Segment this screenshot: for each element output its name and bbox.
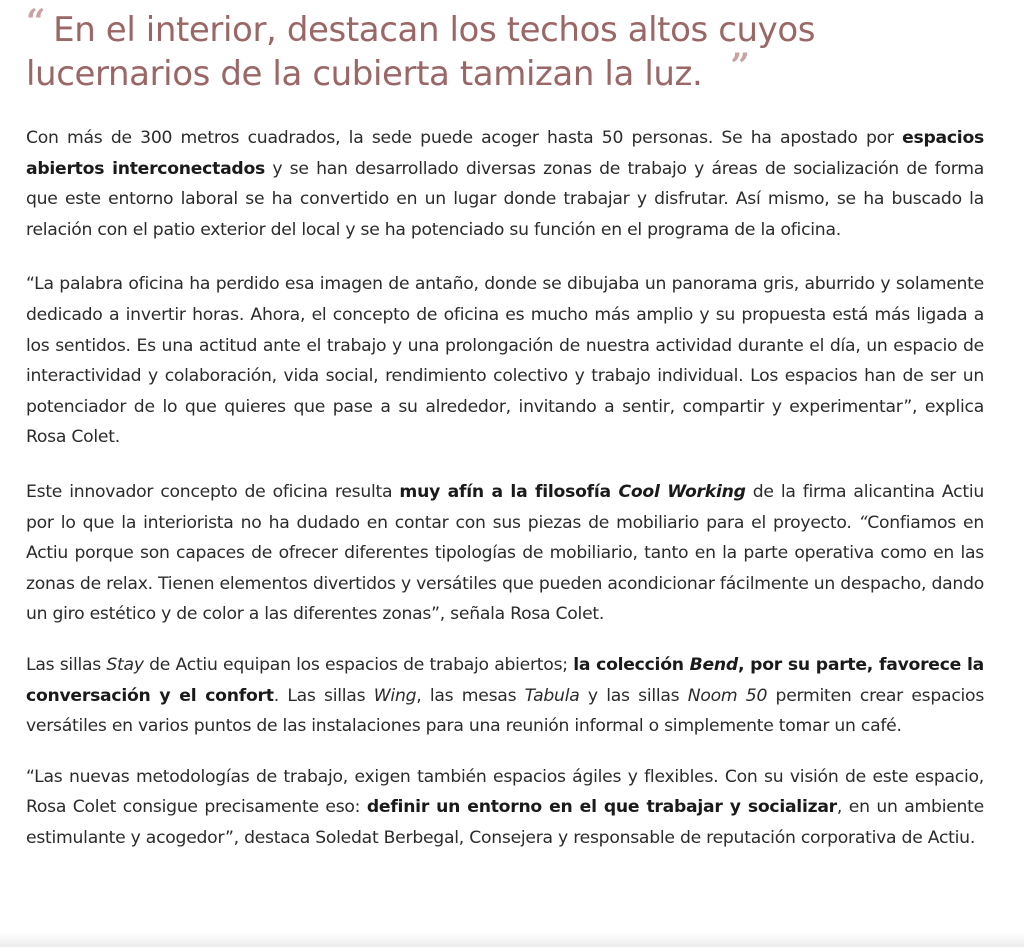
bold-text: espacios abiertos interconectados [26,128,984,179]
text-run: , las mesas [416,685,525,706]
paragraph-2 [26,269,984,453]
text-run: Este innovador concepto de oficina resulta [26,481,400,502]
bold-text [399,482,745,502]
paragraph-4 [26,650,984,742]
text-run: Con más de 300 metros cuadrados, la sede puede acoger hasta 50 personas. Se ha apostado por [26,128,903,148]
text-run: . Las sillas [273,685,374,706]
bold-text-run: la colección [573,654,690,675]
text-run: y las sillas [579,685,688,706]
italic-text: Wing [373,685,417,706]
italic-bold-text: Bend [689,654,738,675]
text-run: de la firma alicantina Actiu por lo que la interiorista no ha dudado en contar con sus piezas de mobiliario para el proyecto. [26,481,984,533]
bold-text-run: muy afín a la filosofía [399,481,619,502]
text-run: “La palabra oficina ha perdido esa imagen de antaño, donde se dibujaba un panorama gris, aburrido y solamente dedicado a invertir horas. Ahora, el concepto de oficina es mucho más amplio y su propuesta está más ligada a los sentidos. Es una actitud ante el trabajo y una prolongación de nuestra actividad durante el día, un espacio de interactividad y colaboración, vida social, rendimiento colectivo y trabajo individual. Los espacios han de ser un potenciador de lo que quieres que pase a su alrededor, invitando a sentir, compartir y experimentar”, explica Rosa Colet. [26,274,984,448]
italic-bold-text: Cool Working [618,481,746,502]
italic-text: Stay [106,654,144,675]
text-run: “Las nuevas metodologías de trabajo, exigen también espacios ágiles y flexibles. Con su visión de este espacio, Rosa Colet consigue precisamente eso: [26,766,984,818]
paragraph-3 [26,477,984,630]
bold-text: definir un entorno en el que trabajar y socializar [366,797,837,818]
text-run: y se han desarrollado diversas zonas de trabajo y áreas de socialización de forma que este entorno laboral se ha convertido en un lugar donde trabajar y disfrutar. Así mismo, se ha buscado la relación con el patio exterior del local y se ha potenciado su función en el programa de la oficina. [26,158,984,240]
bottom-fade [0,933,1024,947]
bold-text-run: , por su parte, favorece la conversación y el confort [26,654,984,706]
italic-text: Tabula [524,685,580,706]
text-run: Confiamos en Actiu porque son capaces de ofrecer diferentes tipologías de mobiliario, tanto en la parte operativa como en las zonas de relax. Tienen elementos divertidos y versátiles que pueden acondicionar fácilmente un despacho, dando un giro estético y de color a las diferentes zonas”, señala Rosa Colet. [26,512,984,625]
pull-quote-text: En el interior, destacan los techos altos cuyos lucernarios de la cubierta tamizan la luz. [26,10,816,94]
paragraph-5 [26,762,984,854]
open-quote-icon: “ [26,2,46,42]
text-run: Las sillas [26,654,107,675]
italic-text: “ [858,512,868,533]
text-run: , en un ambiente estimulante y acogedor”, destaca Soledat Berbegal, Consejera y responsable de reputación corporativa de Actiu. [26,797,984,848]
paragraph-1 [26,123,984,245]
pull-quote [26,0,956,96]
close-quote-icon: ” [730,46,750,86]
text-run: de Actiu equipan los espacios de trabajo abiertos; [143,654,574,675]
text-run: permiten crear espacios versátiles en varios puntos de las instalaciones para una reunión informal o simplemente tomar un café. [26,685,985,737]
italic-text: Noom 50 [687,685,768,706]
